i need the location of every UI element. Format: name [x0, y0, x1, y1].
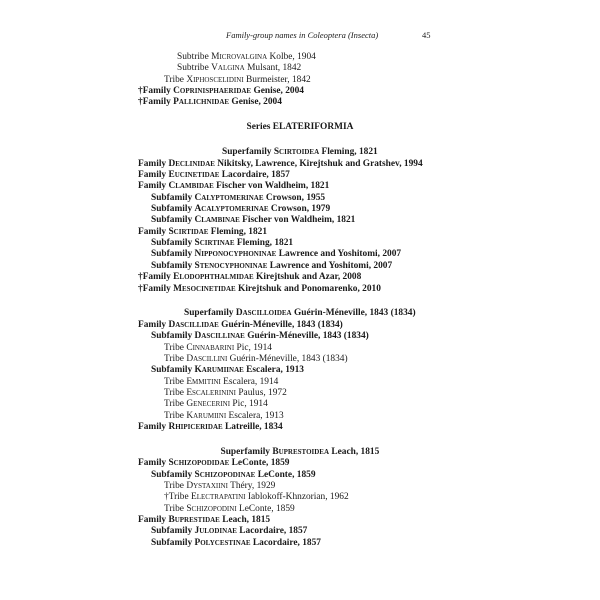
- taxon-author: Lawrence and Yoshitomi, 2007: [278, 249, 402, 260]
- taxon-name: Karumiinae: [194, 365, 244, 376]
- taxon-author: Guérin-Méneville, 1843 (1834): [247, 331, 369, 342]
- taxon-author: Guérin-Méneville, 1843 (1834): [293, 308, 416, 319]
- taxon-line: [164, 354, 348, 365]
- taxon-rank: Subfamily: [151, 192, 193, 203]
- taxon-line: [177, 63, 301, 74]
- taxon-rank: Tribe: [164, 342, 184, 353]
- taxon-author: Fischer von Waldheim, 1821: [216, 181, 330, 192]
- taxon-name: Microvalgina: [211, 52, 268, 62]
- taxon-author: Guérin-Méneville, 1843 (1834): [221, 319, 343, 330]
- taxon-rank: Family: [138, 458, 167, 469]
- taxon-author: LeConte, 1859: [239, 503, 295, 514]
- taxon-author: Kolbe, 1904: [269, 52, 316, 62]
- taxon-name: Nipponocyphoninae: [194, 249, 277, 260]
- taxon-line: [138, 97, 282, 108]
- taxon-name: Karumiini: [186, 410, 227, 421]
- taxon-line: [222, 147, 378, 158]
- running-title: Family-group names in Coleoptera (Insecta): [226, 30, 379, 40]
- taxon-name: Genecerini: [186, 399, 231, 410]
- taxon-author: Lacordaire, 1857: [252, 537, 321, 548]
- taxon-name: Eucinetidae: [168, 170, 220, 180]
- taxon-name: Scirtinae: [194, 238, 235, 249]
- taxon-line: [151, 331, 369, 342]
- taxon-line: [138, 227, 267, 238]
- taxon-line: [151, 204, 330, 215]
- taxon-name: Schizopodinae: [194, 469, 256, 480]
- taxon-line: [151, 526, 307, 537]
- taxon-rank: Subfamily: [151, 249, 193, 260]
- taxon-line: [164, 504, 295, 515]
- taxon-rank: †Family: [138, 86, 171, 97]
- taxon-rank: Tribe: [164, 74, 184, 85]
- taxon-rank: Family: [138, 181, 167, 192]
- taxon-author: Burmeister, 1842: [246, 74, 311, 85]
- taxon-line: [138, 272, 361, 283]
- taxon-name: Buprestoidea: [272, 446, 330, 457]
- taxon-rank: Subfamily: [151, 537, 193, 548]
- taxon-rank: Subfamily: [151, 526, 193, 537]
- taxon-name: Stenocyphoninae: [194, 260, 268, 271]
- taxon-rank: Tribe: [164, 503, 184, 514]
- taxon-author: Fleming, 1821: [210, 226, 268, 237]
- taxon-rank: †Family: [138, 272, 171, 283]
- taxon-line: [138, 458, 289, 469]
- taxon-name: Emmitini: [186, 376, 221, 387]
- taxon-rank: Subfamily: [151, 238, 193, 249]
- taxon-rank: Tribe: [164, 387, 184, 398]
- taxon-rank: Family: [138, 515, 167, 525]
- taxon-name: Buprestidae: [168, 515, 220, 525]
- taxon-name: ELATERIFORMIA: [272, 122, 354, 133]
- taxon-line: [151, 470, 316, 481]
- taxon-rank: †Family: [138, 97, 171, 108]
- taxon-line: [151, 261, 392, 272]
- taxon-author: Genise, 2004: [253, 86, 304, 97]
- taxon-name: Clambidae: [168, 181, 214, 192]
- taxon-line: [138, 181, 329, 192]
- taxon-line: [151, 249, 401, 260]
- taxon-rank: Tribe: [164, 480, 184, 491]
- taxon-rank: Subfamily: [151, 331, 193, 342]
- taxon-rank: Family: [138, 158, 167, 169]
- taxon-line: [177, 52, 316, 63]
- taxon-name: Acalyptomerinae: [194, 204, 269, 215]
- taxon-name: Elodophthalmidae: [173, 272, 254, 283]
- taxon-rank: Superfamily: [220, 446, 270, 457]
- taxon-author: Fleming, 1821: [236, 238, 294, 249]
- taxon-author: Leach, 1815: [222, 515, 271, 525]
- taxon-name: Rhipiceridae: [168, 421, 223, 432]
- taxon-author: Kirejtshuk and Azar, 2008: [256, 272, 362, 283]
- taxon-author: Fischer von Waldheim, 1821: [242, 215, 356, 226]
- taxon-rank: Family: [138, 319, 167, 330]
- taxon-rank: †Family: [138, 283, 171, 294]
- taxon-author: Escalera, 1914: [223, 376, 279, 387]
- taxon-author: Lacordaire, 1857: [221, 170, 290, 180]
- taxon-name: Calyptomerinae: [194, 192, 264, 203]
- taxon-name: Declinidae: [168, 158, 215, 169]
- taxon-author: Crowson, 1979: [270, 204, 331, 215]
- taxon-line: [164, 377, 278, 388]
- page-header: [0, 30, 600, 44]
- taxon-rank: Subfamily: [151, 260, 193, 271]
- taxon-rank: Family: [138, 421, 167, 432]
- taxon-name: Polycestinae: [194, 537, 251, 548]
- taxon-line: [164, 343, 272, 354]
- taxon-author: LeConte, 1859: [231, 458, 290, 469]
- taxon-rank: Tribe: [164, 376, 184, 387]
- taxon-line: [164, 492, 349, 503]
- taxon-line: [184, 308, 416, 319]
- taxon-name: Xiphoscelidini: [186, 74, 244, 85]
- taxon-line: [151, 193, 325, 204]
- taxon-name: Electrapatini: [191, 492, 246, 503]
- taxon-author: Leach, 1815: [331, 446, 380, 457]
- taxon-line: [151, 365, 304, 376]
- taxon-name: Dascillidae: [168, 319, 219, 330]
- page-number: 45: [422, 30, 431, 40]
- taxon-rank: Tribe: [164, 399, 184, 410]
- taxon-line: [138, 170, 290, 181]
- taxon-line: [164, 388, 287, 399]
- taxon-rank: Tribe: [164, 410, 184, 421]
- taxon-name: Scirtidae: [168, 226, 209, 237]
- taxon-author: Pic, 1914: [236, 342, 272, 353]
- taxon-author: Nikitsky, Lawrence, Kirejtshuk and Gratshev, 1994: [217, 158, 423, 169]
- taxon-rank: Subfamily: [151, 215, 193, 226]
- taxon-line: [164, 75, 311, 86]
- taxon-author: Kirejtshuk and Ponomarenko, 2010: [238, 283, 381, 294]
- taxon-name: Clambinae: [194, 215, 240, 226]
- taxon-author: Théry, 1929: [230, 480, 276, 491]
- taxon-author: Pic, 1914: [232, 399, 268, 410]
- taxon-rank: †Tribe: [164, 492, 189, 503]
- taxon-author: Crowson, 1955: [265, 192, 326, 203]
- taxon-name: Julodinae: [194, 526, 237, 537]
- taxon-author: Iablokoff-Khnzorian, 1962: [247, 492, 349, 503]
- taxon-author: Escalera, 1913: [228, 410, 284, 421]
- taxon-rank: Subfamily: [151, 365, 193, 376]
- taxon-line: [138, 422, 283, 433]
- taxon-name: Valgina: [211, 63, 245, 74]
- taxon-line: [151, 238, 293, 249]
- taxon-name: Dascillini: [186, 353, 228, 364]
- taxon-author: LeConte, 1859: [257, 469, 316, 480]
- taxon-line: [138, 284, 381, 295]
- taxon-author: Fleming, 1821: [321, 147, 378, 158]
- taxon-author: Mulsant, 1842: [247, 63, 302, 74]
- taxon-line: [138, 515, 270, 526]
- taxon-name: Dascilloidea: [235, 308, 292, 319]
- taxon-rank: Series: [246, 122, 271, 133]
- taxon-line: [138, 159, 423, 170]
- taxon-name: Scirtoidea: [273, 147, 320, 158]
- taxon-author: Lacordaire, 1857: [239, 526, 308, 537]
- taxon-line: [151, 538, 321, 549]
- taxon-rank: Subtribe: [177, 63, 209, 74]
- taxon-rank: Subfamily: [151, 469, 193, 480]
- taxon-author: Lawrence and Yoshitomi, 2007: [269, 260, 393, 271]
- taxon-line: [164, 399, 268, 410]
- taxon-name: Schizopodidae: [168, 458, 230, 469]
- taxon-name: Schizopodini: [186, 503, 237, 514]
- taxon-name: Dascillinae: [194, 331, 245, 342]
- taxon-author: Genise, 2004: [231, 97, 282, 108]
- taxon-author: Paulus, 1972: [238, 387, 287, 398]
- taxon-name: Pallichnidae: [173, 97, 230, 108]
- taxon-line: [138, 86, 304, 97]
- taxon-line: [138, 320, 343, 331]
- taxon-rank: Tribe: [164, 353, 184, 364]
- taxon-author: Guérin-Méneville, 1843 (1834): [229, 353, 348, 364]
- taxon-rank: Family: [138, 226, 167, 237]
- taxon-line: [164, 481, 275, 492]
- taxon-name: Escalerinini: [186, 387, 236, 398]
- taxon-name: Dystaxiini: [186, 480, 228, 491]
- taxon-rank: Subfamily: [151, 204, 193, 215]
- taxon-author: Latreille, 1834: [225, 421, 283, 432]
- taxon-rank: Subtribe: [177, 52, 209, 62]
- taxon-line: [221, 447, 380, 458]
- taxon-rank: Family: [138, 170, 167, 180]
- taxon-name: Mesocinetidae: [173, 283, 236, 294]
- taxon-line: [151, 215, 355, 226]
- taxon-name: Coprinisphaeridae: [173, 86, 252, 97]
- taxon-author: Escalera, 1913: [246, 365, 304, 376]
- taxon-rank: Superfamily: [184, 308, 234, 319]
- taxon-rank: Superfamily: [222, 147, 272, 158]
- taxon-line: [247, 122, 354, 133]
- taxon-name: Cinnabarini: [186, 342, 235, 353]
- taxon-line: [164, 411, 284, 422]
